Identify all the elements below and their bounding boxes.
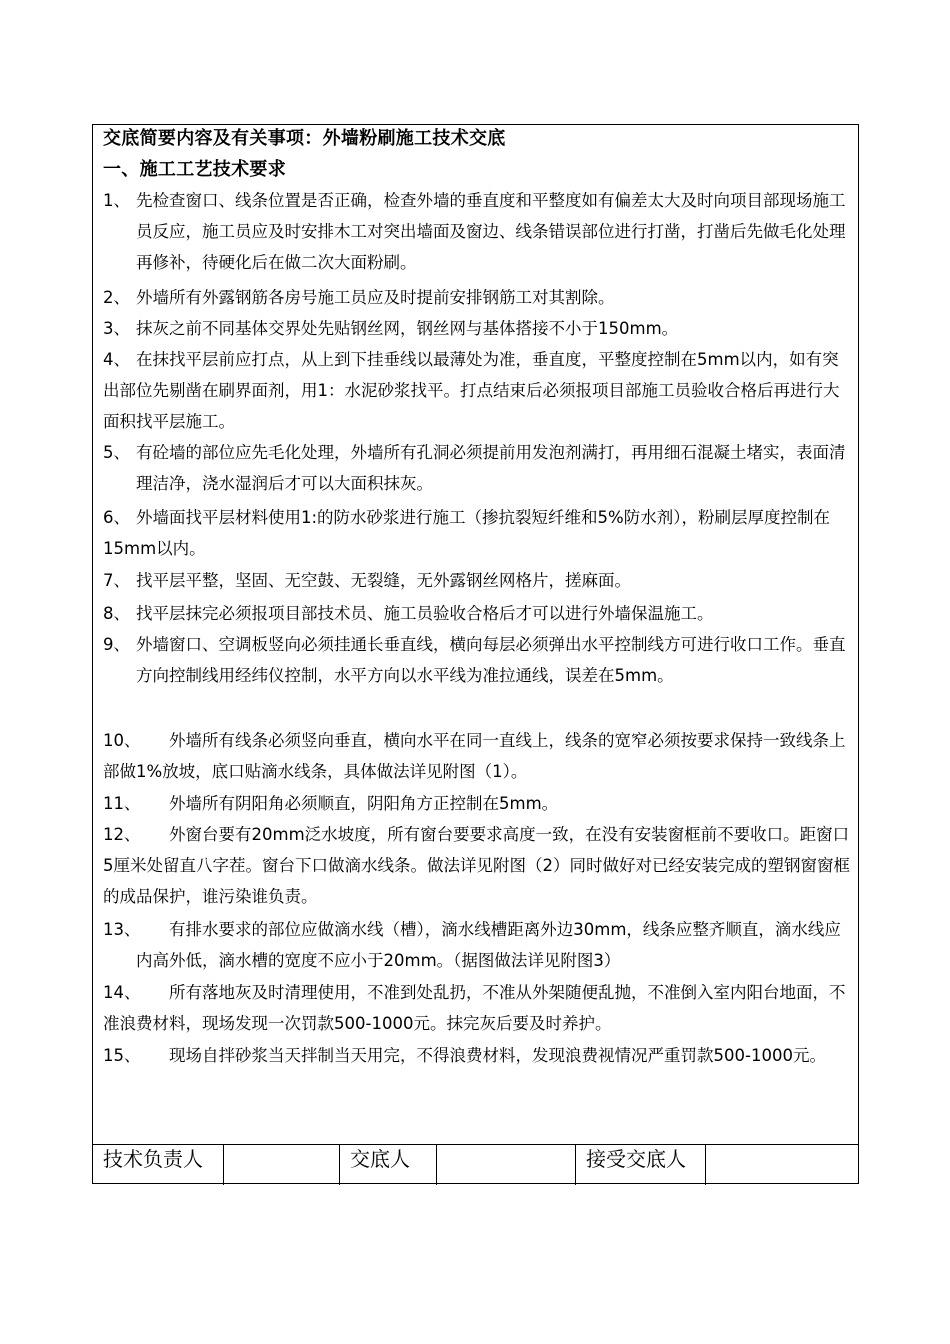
document-title: 交底简要内容及有关事项：外墙粉刷施工技术交底 bbox=[103, 128, 506, 149]
list-item bbox=[103, 598, 851, 629]
item-text: 现场自拌砂浆当天拌制当天用完，不得浪费材料，发现浪费视情况严重罚款500-1000元。 bbox=[169, 1046, 826, 1065]
item-text: 外墙面找平层材料使用1:的防水砂浆进行施工（掺抗裂短纤维和5%防水剂），粉刷层厚度控制在15mm以内。 bbox=[103, 508, 830, 558]
list-item bbox=[103, 914, 851, 976]
section-heading: 一、施工工艺技术要求 bbox=[103, 159, 286, 180]
item-text: 外墙所有线条必须竖向垂直，横向水平在同一直线上，线条的宽窄必须按要求保持一致线条上部做1%放坡，底口贴滴水线条，具体做法详见附图（1）。 bbox=[103, 731, 846, 781]
list-item bbox=[103, 344, 851, 437]
presenter-label: 交底人 bbox=[340, 1145, 437, 1185]
item-number: 6、 bbox=[103, 508, 130, 527]
item-text: 抹灰之前不同基体交界处先贴钢丝网，钢丝网与基体搭接不小于150mm。 bbox=[136, 319, 679, 338]
item-text: 外窗台要有20mm泛水坡度，所有窗台要要求高度一致，在没有安装窗框前不要收口。距窗口5厘米处留直八字茬。窗台下口做滴水线条。做法详见附图（2）同时做好对已经安装完成的塑钢窗窗框的成品保护，谁污染谁负责。 bbox=[103, 825, 850, 906]
list-item bbox=[103, 977, 851, 1039]
tech-lead-signature-field[interactable] bbox=[224, 1145, 340, 1185]
item-text: 有排水要求的部位应做滴水线（槽），滴水线槽距离外边30mm，线条应整齐顺直，滴水线应内高外低，滴水槽的宽度不应小于20mm。（据图做法详见附图3） bbox=[136, 920, 841, 970]
item-number: 13、 bbox=[103, 920, 141, 939]
item-number: 11、 bbox=[103, 794, 141, 813]
list-item bbox=[103, 1040, 851, 1071]
item-number: 10、 bbox=[103, 731, 141, 750]
disclosure-table bbox=[92, 124, 859, 1184]
item-text: 找平层抹完必须报项目部技术员、施工员验收合格后才可以进行外墙保温施工。 bbox=[136, 604, 714, 623]
list-item bbox=[103, 437, 851, 499]
item-number: 8、 bbox=[103, 604, 130, 623]
item-number: 3、 bbox=[103, 319, 130, 338]
item-text: 外墙所有阴阳角必须顺直，阴阳角方正控制在5mm。 bbox=[169, 794, 559, 813]
item-number: 1、 bbox=[103, 191, 130, 210]
item-text: 在抹找平层前应打点，从上到下挂垂线以最薄处为准，垂直度，平整度控制在5mm以内，如有突出部位先剔凿在刷界面剂，用1：水泥砂浆找平。打点结束后必须报项目部施工员验收合格后再进行大面积找平层施工。 bbox=[103, 350, 840, 431]
tech-lead-label: 技术负责人 bbox=[93, 1145, 224, 1185]
item-number: 15、 bbox=[103, 1046, 141, 1065]
list-item bbox=[103, 185, 851, 278]
item-number: 9、 bbox=[103, 635, 130, 654]
content-cell bbox=[93, 125, 858, 1145]
list-item bbox=[103, 282, 851, 313]
item-number: 2、 bbox=[103, 288, 130, 307]
item-number: 4、 bbox=[103, 350, 130, 369]
item-text: 先检查窗口、线条位置是否正确，检查外墙的垂直度和平整度如有偏差太大及时向项目部现场施工员反应，施工员应及时安排木工对突出墙面及窗边、线条错误部位进行打凿，打凿后先做毛化处理再修补，待硬化后在做二次大面粉刷。 bbox=[136, 191, 846, 272]
receiver-signature-field[interactable] bbox=[706, 1145, 858, 1185]
list-item bbox=[103, 629, 851, 691]
list-item bbox=[103, 788, 851, 819]
receiver-label: 接受交底人 bbox=[576, 1145, 706, 1185]
list-item bbox=[103, 313, 851, 344]
list-item bbox=[103, 565, 851, 596]
presenter-signature-field[interactable] bbox=[437, 1145, 576, 1185]
item-number: 5、 bbox=[103, 443, 130, 462]
item-number: 7、 bbox=[103, 571, 130, 590]
item-text: 外墙所有外露钢筋各房号施工员应及时提前安排钢筋工对其割除。 bbox=[136, 288, 615, 307]
signature-row bbox=[93, 1144, 858, 1185]
item-text: 找平层平整，坚固、无空鼓、无裂缝，无外露钢丝网格片，搓麻面。 bbox=[136, 571, 631, 590]
item-text: 有砼墙的部位应先毛化处理，外墙所有孔洞必须提前用发泡剂满打，再用细石混凝土堵实，表面清理洁净，浇水湿润后才可以大面积抹灰。 bbox=[136, 443, 846, 493]
list-item bbox=[103, 725, 851, 787]
item-number: 14、 bbox=[103, 983, 141, 1002]
item-text: 外墙窗口、空调板竖向必须挂通长垂直线，横向每层必须弹出水平控制线方可进行收口工作。垂直方向控制线用经纬仪控制，水平方向以水平线为准拉通线，误差在5mm。 bbox=[136, 635, 846, 685]
list-item bbox=[103, 819, 851, 912]
list-item bbox=[103, 502, 851, 564]
item-text: 所有落地灰及时清理使用，不准到处乱扔，不准从外架随便乱抛，不准倒入室内阳台地面，不准浪费材料，现场发现一次罚款500-1000元。抹完灰后要及时养护。 bbox=[103, 983, 846, 1033]
item-number: 12、 bbox=[103, 825, 141, 844]
